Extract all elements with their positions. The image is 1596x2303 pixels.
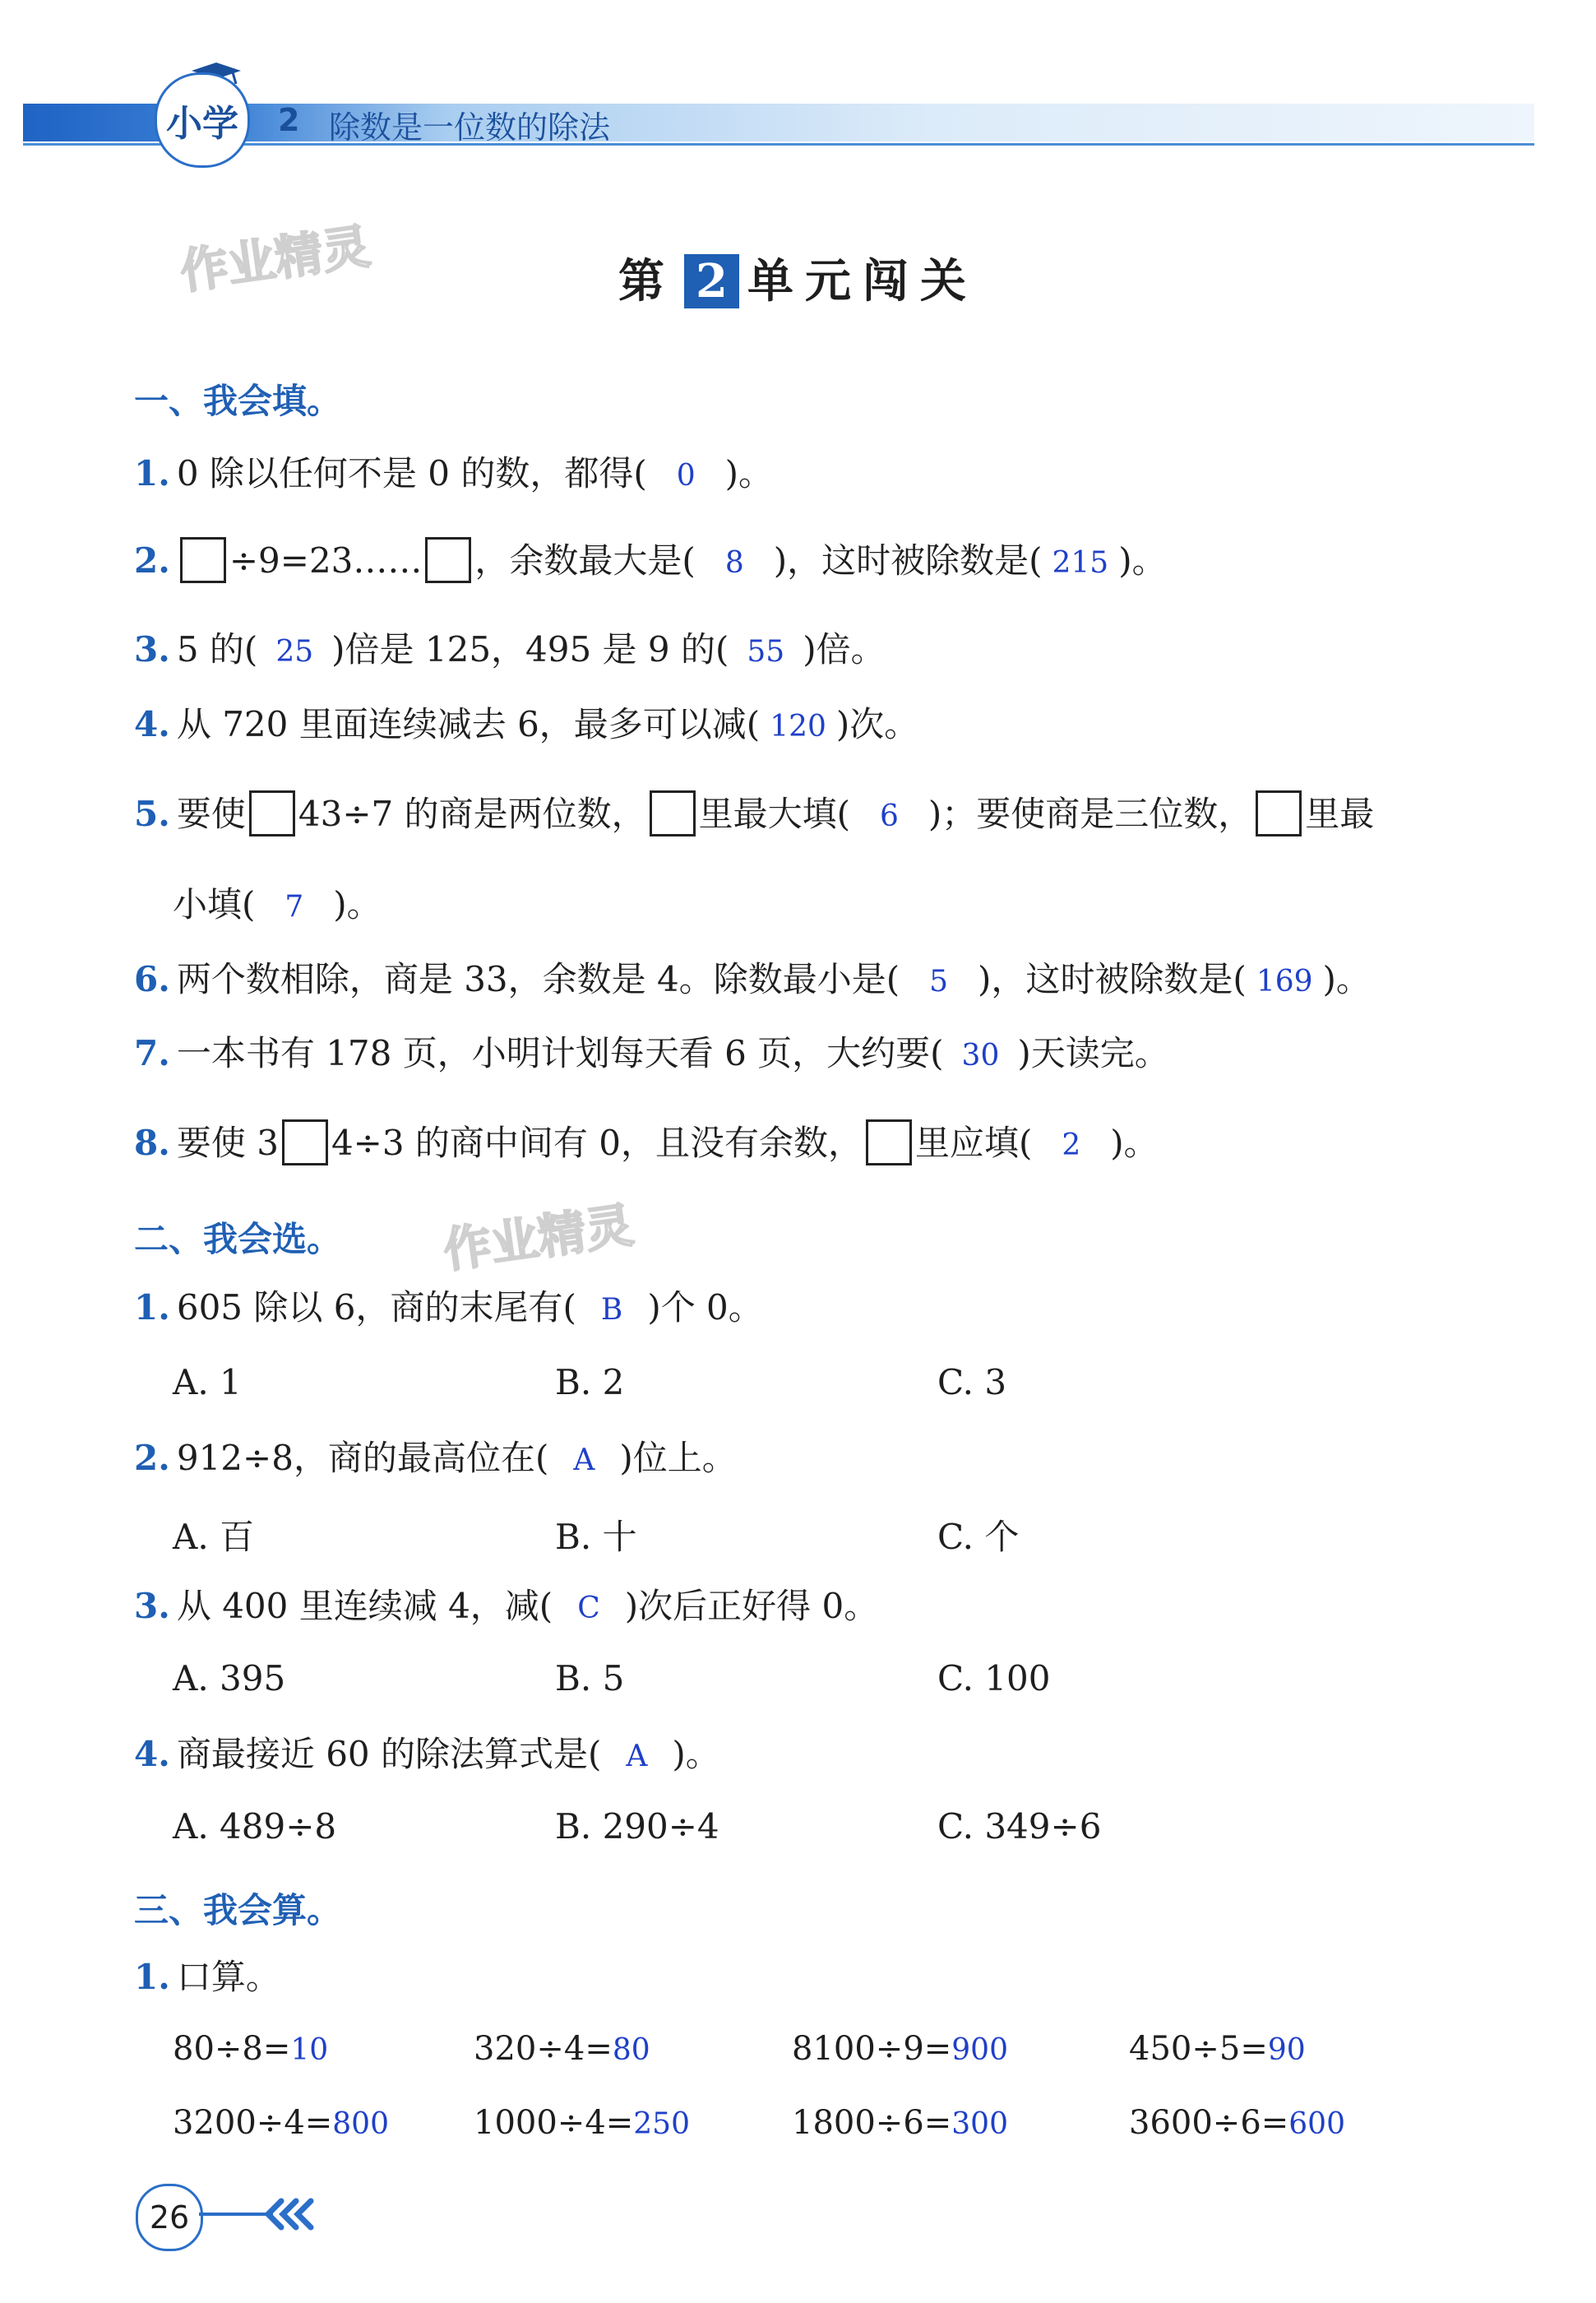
page-title bbox=[0, 245, 1596, 311]
option-a: A. 百 bbox=[173, 1517, 255, 1557]
answer: 6 bbox=[879, 799, 899, 833]
answer: A bbox=[573, 1443, 595, 1477]
option-b: B. 5 bbox=[555, 1658, 625, 1698]
question-2-2 bbox=[134, 1435, 737, 1484]
header-logo bbox=[155, 72, 250, 168]
question-number: 6. bbox=[134, 959, 170, 999]
option-b: B. 十 bbox=[555, 1517, 637, 1557]
answer: 5 bbox=[929, 965, 949, 999]
answer: 169 bbox=[1256, 965, 1313, 999]
answer: 300 bbox=[951, 2107, 1008, 2141]
blank-box bbox=[282, 1119, 328, 1165]
answer: 2 bbox=[1062, 1128, 1081, 1162]
question-1-5-continued bbox=[173, 882, 382, 930]
question-text: )天读完。 bbox=[1017, 1033, 1169, 1073]
section-heading: 二、我会选。 bbox=[134, 1219, 342, 1259]
answer: 25 bbox=[275, 635, 314, 669]
chapter-title: 除数是一位数的除法 bbox=[329, 109, 611, 146]
question-number: 8. bbox=[134, 1123, 170, 1163]
blank-box bbox=[249, 790, 295, 836]
question-text: 从 720 里面连续减去 6，最多可以减( bbox=[176, 704, 761, 744]
title-unit-number: 2 bbox=[684, 254, 739, 308]
logo-text: 小学 bbox=[166, 103, 238, 145]
option-a: A. 489÷8 bbox=[173, 1806, 337, 1847]
question-text: )。 bbox=[672, 1734, 720, 1774]
question-1-6 bbox=[134, 957, 1371, 1005]
question-number: 3. bbox=[134, 629, 170, 670]
calc-item bbox=[1129, 2104, 1345, 2142]
question-number: 4. bbox=[134, 1734, 170, 1774]
chapter-header bbox=[23, 97, 1534, 146]
question-number: 1. bbox=[134, 453, 170, 494]
answer: B bbox=[600, 1293, 623, 1327]
calc-item bbox=[474, 2104, 690, 2142]
question-number: 2. bbox=[134, 540, 170, 581]
answer: 800 bbox=[332, 2107, 389, 2141]
header-divider bbox=[23, 143, 1534, 146]
calc-item bbox=[173, 2030, 328, 2068]
blank-box bbox=[650, 790, 696, 836]
question-text: 要使 3 bbox=[176, 1123, 279, 1163]
calc-item bbox=[1129, 2030, 1306, 2068]
calc-expression: 450÷5= bbox=[1129, 2030, 1268, 2068]
blank-box bbox=[866, 1119, 912, 1165]
option-b: B. 290÷4 bbox=[555, 1806, 719, 1847]
question-text: )；要使商是三位数， bbox=[928, 794, 1253, 834]
question-number: 1. bbox=[134, 1287, 170, 1328]
chevrons-left-icon bbox=[199, 2198, 322, 2231]
calc-expression: 1800÷6= bbox=[792, 2104, 952, 2142]
question-1-2 bbox=[134, 538, 1167, 586]
answer: 900 bbox=[951, 2033, 1008, 2067]
question-text: 里应填( bbox=[915, 1123, 1033, 1163]
answer: 55 bbox=[747, 635, 785, 669]
calc-expression: 3200÷4= bbox=[173, 2104, 333, 2142]
question-text: ，余数最大是( bbox=[474, 540, 696, 581]
question-text: )，这时被除数是( bbox=[773, 540, 1043, 581]
answer: 90 bbox=[1267, 2033, 1306, 2067]
answer: 120 bbox=[770, 710, 826, 744]
option-b: B. 2 bbox=[555, 1362, 625, 1402]
question-text: 0 除以任何不是 0 的数，都得( bbox=[176, 453, 647, 494]
option-c: C. 100 bbox=[937, 1658, 1051, 1698]
question-text: 商最接近 60 的除法算式是( bbox=[176, 1734, 602, 1774]
chapter-number: 2 bbox=[278, 102, 300, 138]
question-number: 2. bbox=[134, 1438, 170, 1478]
question-1-3 bbox=[134, 627, 886, 675]
question-text: )倍是 125，495 是 9 的( bbox=[331, 629, 729, 670]
question-text: )。 bbox=[1322, 959, 1371, 999]
question-1-7 bbox=[134, 1031, 1169, 1079]
watermark: 作业精灵 bbox=[177, 218, 374, 300]
question-1-5 bbox=[134, 791, 1374, 840]
question-text: 605 除以 6，商的末尾有( bbox=[176, 1287, 576, 1328]
title-suffix: 单元闯关 bbox=[747, 254, 978, 308]
question-text: )倍。 bbox=[803, 629, 886, 670]
calc-expression: 3600÷6= bbox=[1129, 2104, 1289, 2142]
answer: 600 bbox=[1288, 2107, 1345, 2141]
calc-item bbox=[173, 2104, 389, 2142]
question-text: )。 bbox=[1110, 1123, 1159, 1163]
answer: 30 bbox=[961, 1039, 1000, 1073]
option-a: A. 395 bbox=[173, 1658, 286, 1698]
option-c: C. 个 bbox=[937, 1517, 1020, 1557]
answer: 215 bbox=[1052, 546, 1109, 580]
answer: 10 bbox=[290, 2033, 329, 2067]
question-3-1 bbox=[134, 1954, 280, 2000]
answer: 80 bbox=[612, 2033, 650, 2067]
blank-box bbox=[180, 537, 226, 583]
calc-expression: 1000÷4= bbox=[474, 2104, 634, 2142]
answer: 8 bbox=[724, 546, 744, 580]
question-text: 里最大填( bbox=[698, 794, 850, 834]
blank-box bbox=[425, 537, 471, 583]
question-text: 5 的( bbox=[176, 629, 258, 670]
calc-expression: 8100÷9= bbox=[792, 2030, 952, 2068]
question-text: ÷9=23…… bbox=[229, 540, 423, 581]
question-text: )。 bbox=[724, 453, 774, 494]
question-number: 5. bbox=[134, 794, 170, 834]
question-text: 4÷3 的商中间有 0，且没有余数， bbox=[331, 1123, 863, 1163]
question-text: 从 400 里连续减 4，减( bbox=[176, 1586, 553, 1626]
question-1-8 bbox=[134, 1120, 1159, 1169]
answer: 0 bbox=[676, 459, 696, 493]
question-text: 两个数相除，商是 33，余数是 4。除数最小是( bbox=[176, 959, 900, 999]
answer: C bbox=[577, 1592, 600, 1625]
option-c: C. 349÷6 bbox=[937, 1806, 1102, 1847]
question-text: )。 bbox=[333, 884, 382, 924]
watermark: 作业精灵 bbox=[440, 1197, 637, 1279]
answer: A bbox=[626, 1740, 648, 1773]
question-text: 一本书有 178 页，小明计划每天看 6 页，大约要( bbox=[176, 1033, 944, 1073]
question-text: )次。 bbox=[835, 704, 919, 744]
question-text: )，这时被除数是( bbox=[978, 959, 1247, 999]
calc-expression: 320÷4= bbox=[474, 2030, 613, 2068]
calc-item bbox=[474, 2030, 650, 2068]
question-number: 3. bbox=[134, 1586, 170, 1626]
question-text: 小填( bbox=[173, 884, 256, 924]
question-text: 912÷8，商的最高位在( bbox=[176, 1438, 549, 1478]
question-number: 4. bbox=[134, 704, 170, 744]
title-prefix: 第 bbox=[618, 254, 677, 308]
question-2-1 bbox=[134, 1285, 763, 1333]
section-heading: 三、我会算。 bbox=[134, 1890, 342, 1930]
blank-box bbox=[1256, 790, 1302, 836]
question-text: 里最 bbox=[1305, 794, 1375, 834]
question-text: )位上。 bbox=[619, 1438, 737, 1478]
section-heading: 一、我会填。 bbox=[134, 381, 342, 421]
page-number: 26 bbox=[136, 2184, 203, 2251]
question-text: 要使 bbox=[176, 794, 246, 834]
question-text: )。 bbox=[1118, 540, 1167, 581]
question-1-1 bbox=[134, 451, 773, 499]
question-number: 7. bbox=[134, 1033, 170, 1073]
question-text: )个 0。 bbox=[647, 1287, 763, 1328]
question-text: 43÷7 的商是两位数， bbox=[298, 794, 646, 834]
question-text: 口算。 bbox=[176, 1957, 280, 1997]
calc-item bbox=[792, 2104, 1008, 2142]
answer: 250 bbox=[633, 2107, 690, 2141]
question-2-4 bbox=[134, 1731, 720, 1780]
question-2-3 bbox=[134, 1583, 878, 1632]
calc-item bbox=[792, 2030, 1008, 2068]
answer: 7 bbox=[285, 890, 304, 924]
question-text: )次后正好得 0。 bbox=[624, 1586, 879, 1626]
question-number: 1. bbox=[134, 1957, 170, 1997]
option-c: C. 3 bbox=[937, 1362, 1007, 1402]
option-a: A. 1 bbox=[173, 1362, 242, 1402]
question-1-4 bbox=[134, 702, 918, 750]
calc-expression: 80÷8= bbox=[173, 2030, 291, 2068]
